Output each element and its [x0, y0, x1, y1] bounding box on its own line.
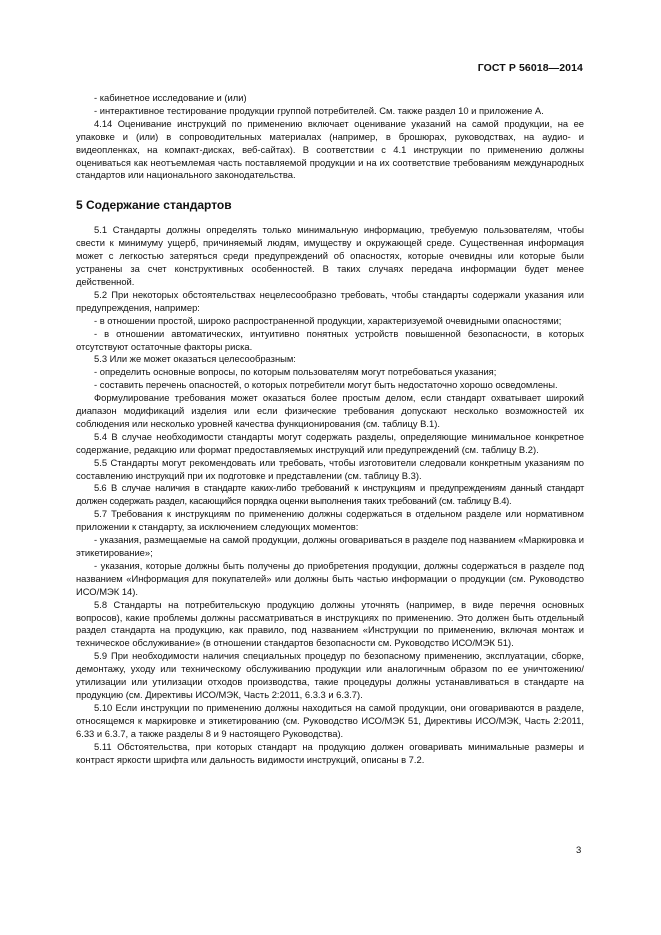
- list-item: - составить перечень опасностей, о которых потребители могут быть недостаточно хорошо осведомлены.: [94, 379, 558, 391]
- list-item: - кабинетное исследование и (или): [94, 92, 247, 103]
- page-number: 3: [576, 845, 582, 856]
- standard-code-header: ГОСТ Р 56018—2014: [477, 62, 583, 74]
- paragraph-5-6: 5.6 В случае наличия в стандарте каких-либо требований к инструкциям и предупреждениям данный стандарт должен содержать раздел, касающийся порядка оценки выполнения таких требований (см. таблицу В.4).: [76, 482, 584, 507]
- list-item: - в отношении автоматических, интуитивно понятных устройств повышенной безопасности, в которых отсутствуют остаточные факторы риска.: [76, 327, 584, 352]
- paragraph-5-2: 5.2 При некоторых обстоятельствах нецелесообразно требовать, чтобы стандарты содержали указания или предупреждения, например:: [76, 288, 584, 313]
- list-item: - указания, размещаемые на самой продукции, должны оговариваться в разделе под названием «Маркировка и этикетирование»;: [76, 534, 584, 558]
- paragraph-5-11: 5.11 Обстоятельства, при которых стандарт на продукцию должен оговаривать минимальные размеры и контраст яркости шрифта или дальность видимости инструкций, описаны в 7.2.: [76, 740, 584, 765]
- list-item: - определить основные вопросы, по которым пользователям могут потребоваться указания;: [94, 366, 497, 378]
- paragraph-5-5: 5.5 Стандарты могут рекомендовать или требовать, чтобы изготовители следовали конкретным указаниям по составлению инструкций при их подготовке и представлении (см. таблицу В.3).: [76, 456, 584, 481]
- paragraph-5-10: 5.10 Если инструкции по применению должны находиться на самой продукции, они оговариваются в разделе, относящемся к маркировке и этикетированию (см. Руководство ИСО/МЭК 51, Директивы ИСО/МЭК, Часть 2:2011, 6.33 и 6.3.7, а также разделы 8 и 9 настоящего Руководства).: [76, 701, 584, 739]
- list-item: - указания, которые должны быть получены до приобретения продукции, должны содержаться в разделе под названием «Информация для покупателей» или должны быть частью информации о продукции (см. Руководство ИСО/МЭК 14).: [76, 559, 584, 597]
- paragraph-5-8: 5.8 Стандарты на потребительскую продукцию должны уточнять (например, в виде перечня основных вопросов), какие проблемы должны рассматриваться в инструкциях по применению. Это должен быть отдельный раздел стандарта на продукцию, как правило, под названием «Инструкции по применению, включая монтаж и техническое обслуживание» (в отношении стандартов безопасности см. Руководство ИСО/МЭК 51).: [76, 598, 584, 649]
- page-body: [76, 92, 584, 766]
- paragraph-5-4: 5.4 В случае необходимости стандарты могут содержать разделы, определяющие минимальное конкретное содержание, редакцию или формат предоставляемых инструкций или предупреждений (см. таблицу В.2).: [76, 430, 584, 455]
- section-heading: 5 Содержание стандартов: [76, 198, 232, 213]
- paragraph-5-3: 5.3 Или же может оказаться целесообразным:: [94, 353, 296, 365]
- list-item: - в отношении простой, широко распространенной продукции, характеризуемой очевидными опасностями;: [94, 314, 562, 326]
- paragraph-4-14: 4.14 Оценивание инструкций по применению включает оценивание указаний на самой продукции, на ее упаковке и (или) в сопроводительных материалах (например, в брошюрах, руководствах, на аудио- и видеопленках, на компакт-дисках, веб-сайтах). В соответствии с 4.1 инструкции по применению должны оцениваться как неотъемлемая часть поставляемой продукции и на их соответствие требованиям международных стандартов или национального законодательства.: [76, 117, 584, 181]
- paragraph-formulation: Формулирование требования может оказаться более простым делом, если стандарт охватывает широкий диапазон модификаций изделия или если физические требования допускают несколько возможностей их соблюдения или несколько уровней качества функционирования (см. таблицу В.1).: [76, 392, 584, 429]
- paragraph-5-1: 5.1 Стандарты должны определять только минимальную информацию, требуемую пользователям, чтобы свести к минимуму ущерб, причиняемый людям, имуществу и окружающей среде. Существенная информация может с легкостью затеряться среди предупреждений об опасностях, которые очевидны или которые были устранены за счет конструктивных особенностей. В таких случаях передача информации будет менее действенной.: [76, 224, 584, 287]
- paragraph-5-7: 5.7 Требования к инструкциям по применению должны содержаться в отдельном разделе или нормативном приложении к стандарту, за исключением следующих моментов:: [76, 508, 584, 533]
- list-item: - интерактивное тестирование продукции группой потребителей. См. также раздел 10 и приложение А.: [94, 104, 544, 116]
- paragraph-5-9: 5.9 При необходимости наличия специальных процедур по безопасному применению, эксплуатации, сборке, демонтажу, уходу или техническому обслуживанию продукции или аналогичным образом по ее уничтожению/утилизации или утилизации отходов производства, такие процедуры должны устанавливаться в стандарте на продукцию (см. Директивы ИСО/МЭК, Часть 2:2011, 6.3.3 и 6.3.7).: [76, 650, 584, 700]
